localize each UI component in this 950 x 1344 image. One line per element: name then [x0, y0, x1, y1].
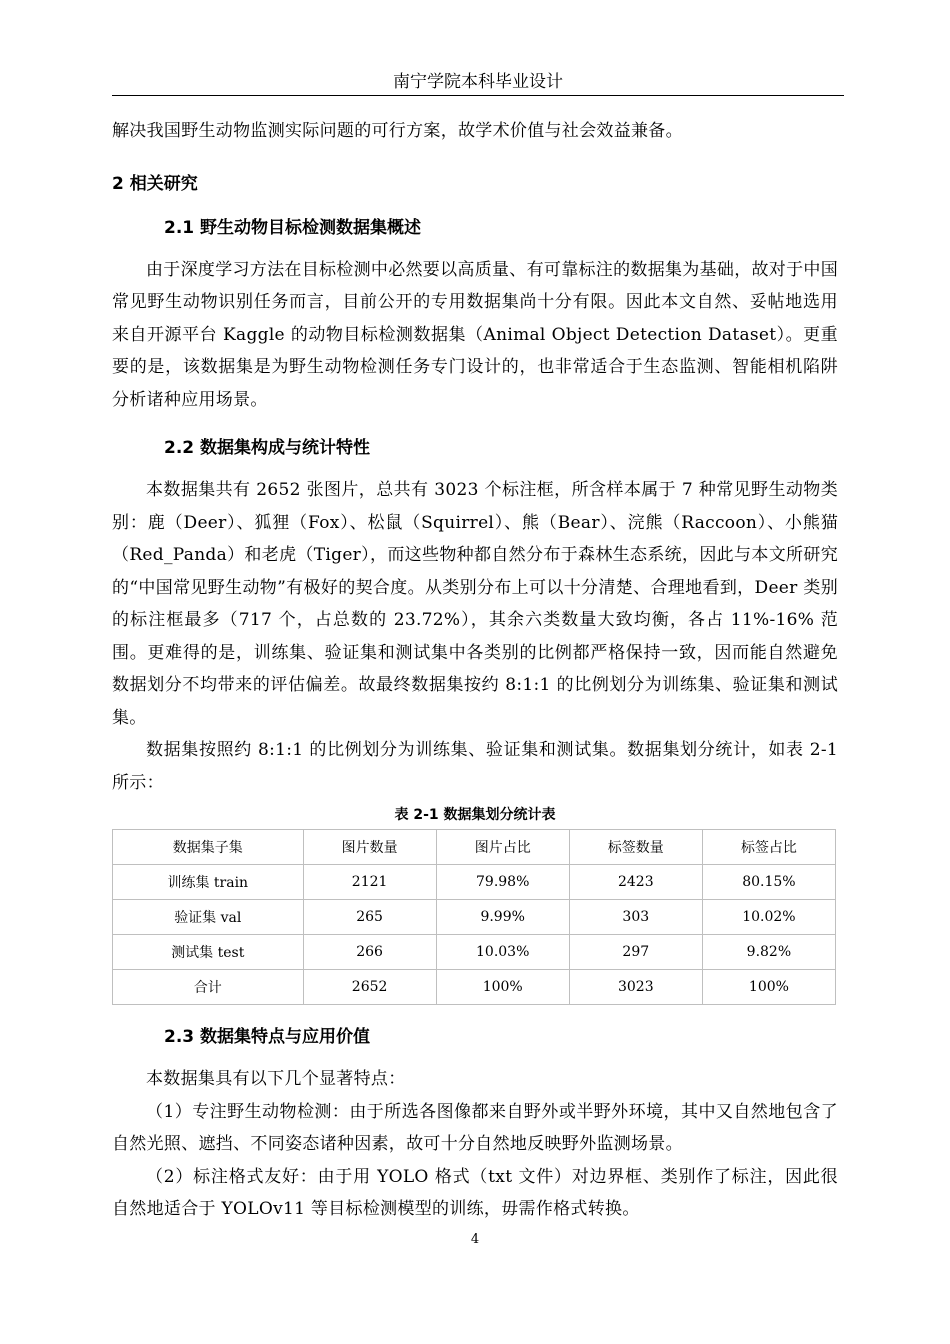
table-row — [113, 935, 836, 970]
table-row — [113, 865, 836, 900]
table-cell: 9.82% — [702, 935, 835, 970]
section-2-3-paragraph-3: （2）标注格式友好：由于用 YOLO 格式（txt 文件）对边界框、类别作了标注，因此很自然地适合于 YOLOv11 等目标检测模型的训练，毋需作格式转换。 — [112, 1166, 838, 1219]
table-cell: 100% — [436, 970, 569, 1005]
section-2-heading: 2 相关研究 — [112, 173, 198, 194]
table-cell: 303 — [569, 900, 702, 935]
table-cell: 10.03% — [436, 935, 569, 970]
section-2-2-paragraph-2: 数据集按照约 8:1:1 的比例划分为训练集、验证集和测试集。数据集划分统计，如表 2-1 所示： — [112, 740, 838, 793]
table-cell: 80.15% — [702, 865, 835, 900]
section-2-2-heading: 2.2 数据集构成与统计特性 — [164, 438, 371, 458]
table-cell: 训练集 train — [113, 865, 304, 900]
section-2-1-paragraph: 由于深度学习方法在目标检测中必然要以高质量、有可靠标注的数据集为基础，故对于中国常见野生动物识别任务而言，目前公开的专用数据集尚十分有限。因此本文自然、妥帖地选用来自开源平台 Kaggle 的动物目标检测数据集（Animal Object Detection Dataset）。更重要的是，该数据集是为野生动物检测任务专门设计的，也非常适合于生态监测、智能相机陷阱分析诸种应用场景。 — [112, 259, 838, 410]
table-header-cell: 标签数量 — [569, 830, 702, 865]
table-cell: 验证集 val — [113, 900, 304, 935]
table-cell: 测试集 test — [113, 935, 304, 970]
section-2-3-paragraph-2: （1）专注野生动物检测：由于所选各图像都来自野外或半野外环境，其中又自然地包含了自然光照、遮挡、不同姿态诸种因素，故可十分自然地反映野外监测场景。 — [112, 1101, 838, 1154]
table-cell: 2121 — [303, 865, 436, 900]
table-cell: 2423 — [569, 865, 702, 900]
table-header-cell: 标签占比 — [702, 830, 835, 865]
page-header: 南宁学院本科毕业设计 — [393, 72, 563, 92]
table-cell: 3023 — [569, 970, 702, 1005]
section-2-3-heading: 2.3 数据集特点与应用价值 — [164, 1027, 371, 1047]
table-header-row — [113, 830, 836, 865]
table-cell: 9.99% — [436, 900, 569, 935]
section-2-1-heading: 2.1 野生动物目标检测数据集概述 — [164, 217, 422, 238]
table-row — [113, 900, 836, 935]
table-cell: 266 — [303, 935, 436, 970]
table-cell: 265 — [303, 900, 436, 935]
table-header-cell: 数据集子集 — [113, 830, 304, 865]
page-content — [112, 115, 838, 1226]
section-2-2-paragraph-1: 本数据集共有 2652 张图片，总共有 3023 个标注框，所含样本属于 7 种常见野生动物类别：鹿（Deer）、狐狸（Fox）、松鼠（Squirrel）、熊（Bear）、浣熊（Raccoon）、小熊猫（Red_Panda）和老虎（Tiger），而这些物种都自然分布于森林生态系统，因此与本文所研究的“中国常见野生动物”有极好的契合度。从类别分布上可以十分清楚、合理地看到，Deer 类别的标注框最多（717 个，占总数的 23.72%），其余六类数量大致均衡，各占 11%-16% 范围。更难得的是，训练集、验证集和测试集中各类别的比例都严格保持一致，因而能自然避免数据划分不均带来的评估偏差。故最终数据集按约 8:1:1 的比例划分为训练集、验证集和测试集。 — [112, 480, 838, 728]
table-cell: 10.02% — [702, 900, 835, 935]
table-cell: 合计 — [113, 970, 304, 1005]
section-2-3-paragraph-1: 本数据集具有以下几个显著特点： — [146, 1069, 406, 1089]
table-header-cell: 图片占比 — [436, 830, 569, 865]
dataset-split-table — [112, 829, 836, 1005]
table-cell: 2652 — [303, 970, 436, 1005]
table-caption: 表 2-1 数据集划分统计表 — [394, 807, 556, 823]
header-rule — [112, 95, 844, 96]
intro-paragraph-tail: 解决我国野生动物监测实际问题的可行方案，故学术价值与社会效益兼备。 — [112, 121, 683, 141]
table-total-row — [113, 970, 836, 1005]
table-cell: 297 — [569, 935, 702, 970]
table-cell: 100% — [702, 970, 835, 1005]
table-header-cell: 图片数量 — [303, 830, 436, 865]
page-number: 4 — [470, 1232, 480, 1247]
table-cell: 79.98% — [436, 865, 569, 900]
